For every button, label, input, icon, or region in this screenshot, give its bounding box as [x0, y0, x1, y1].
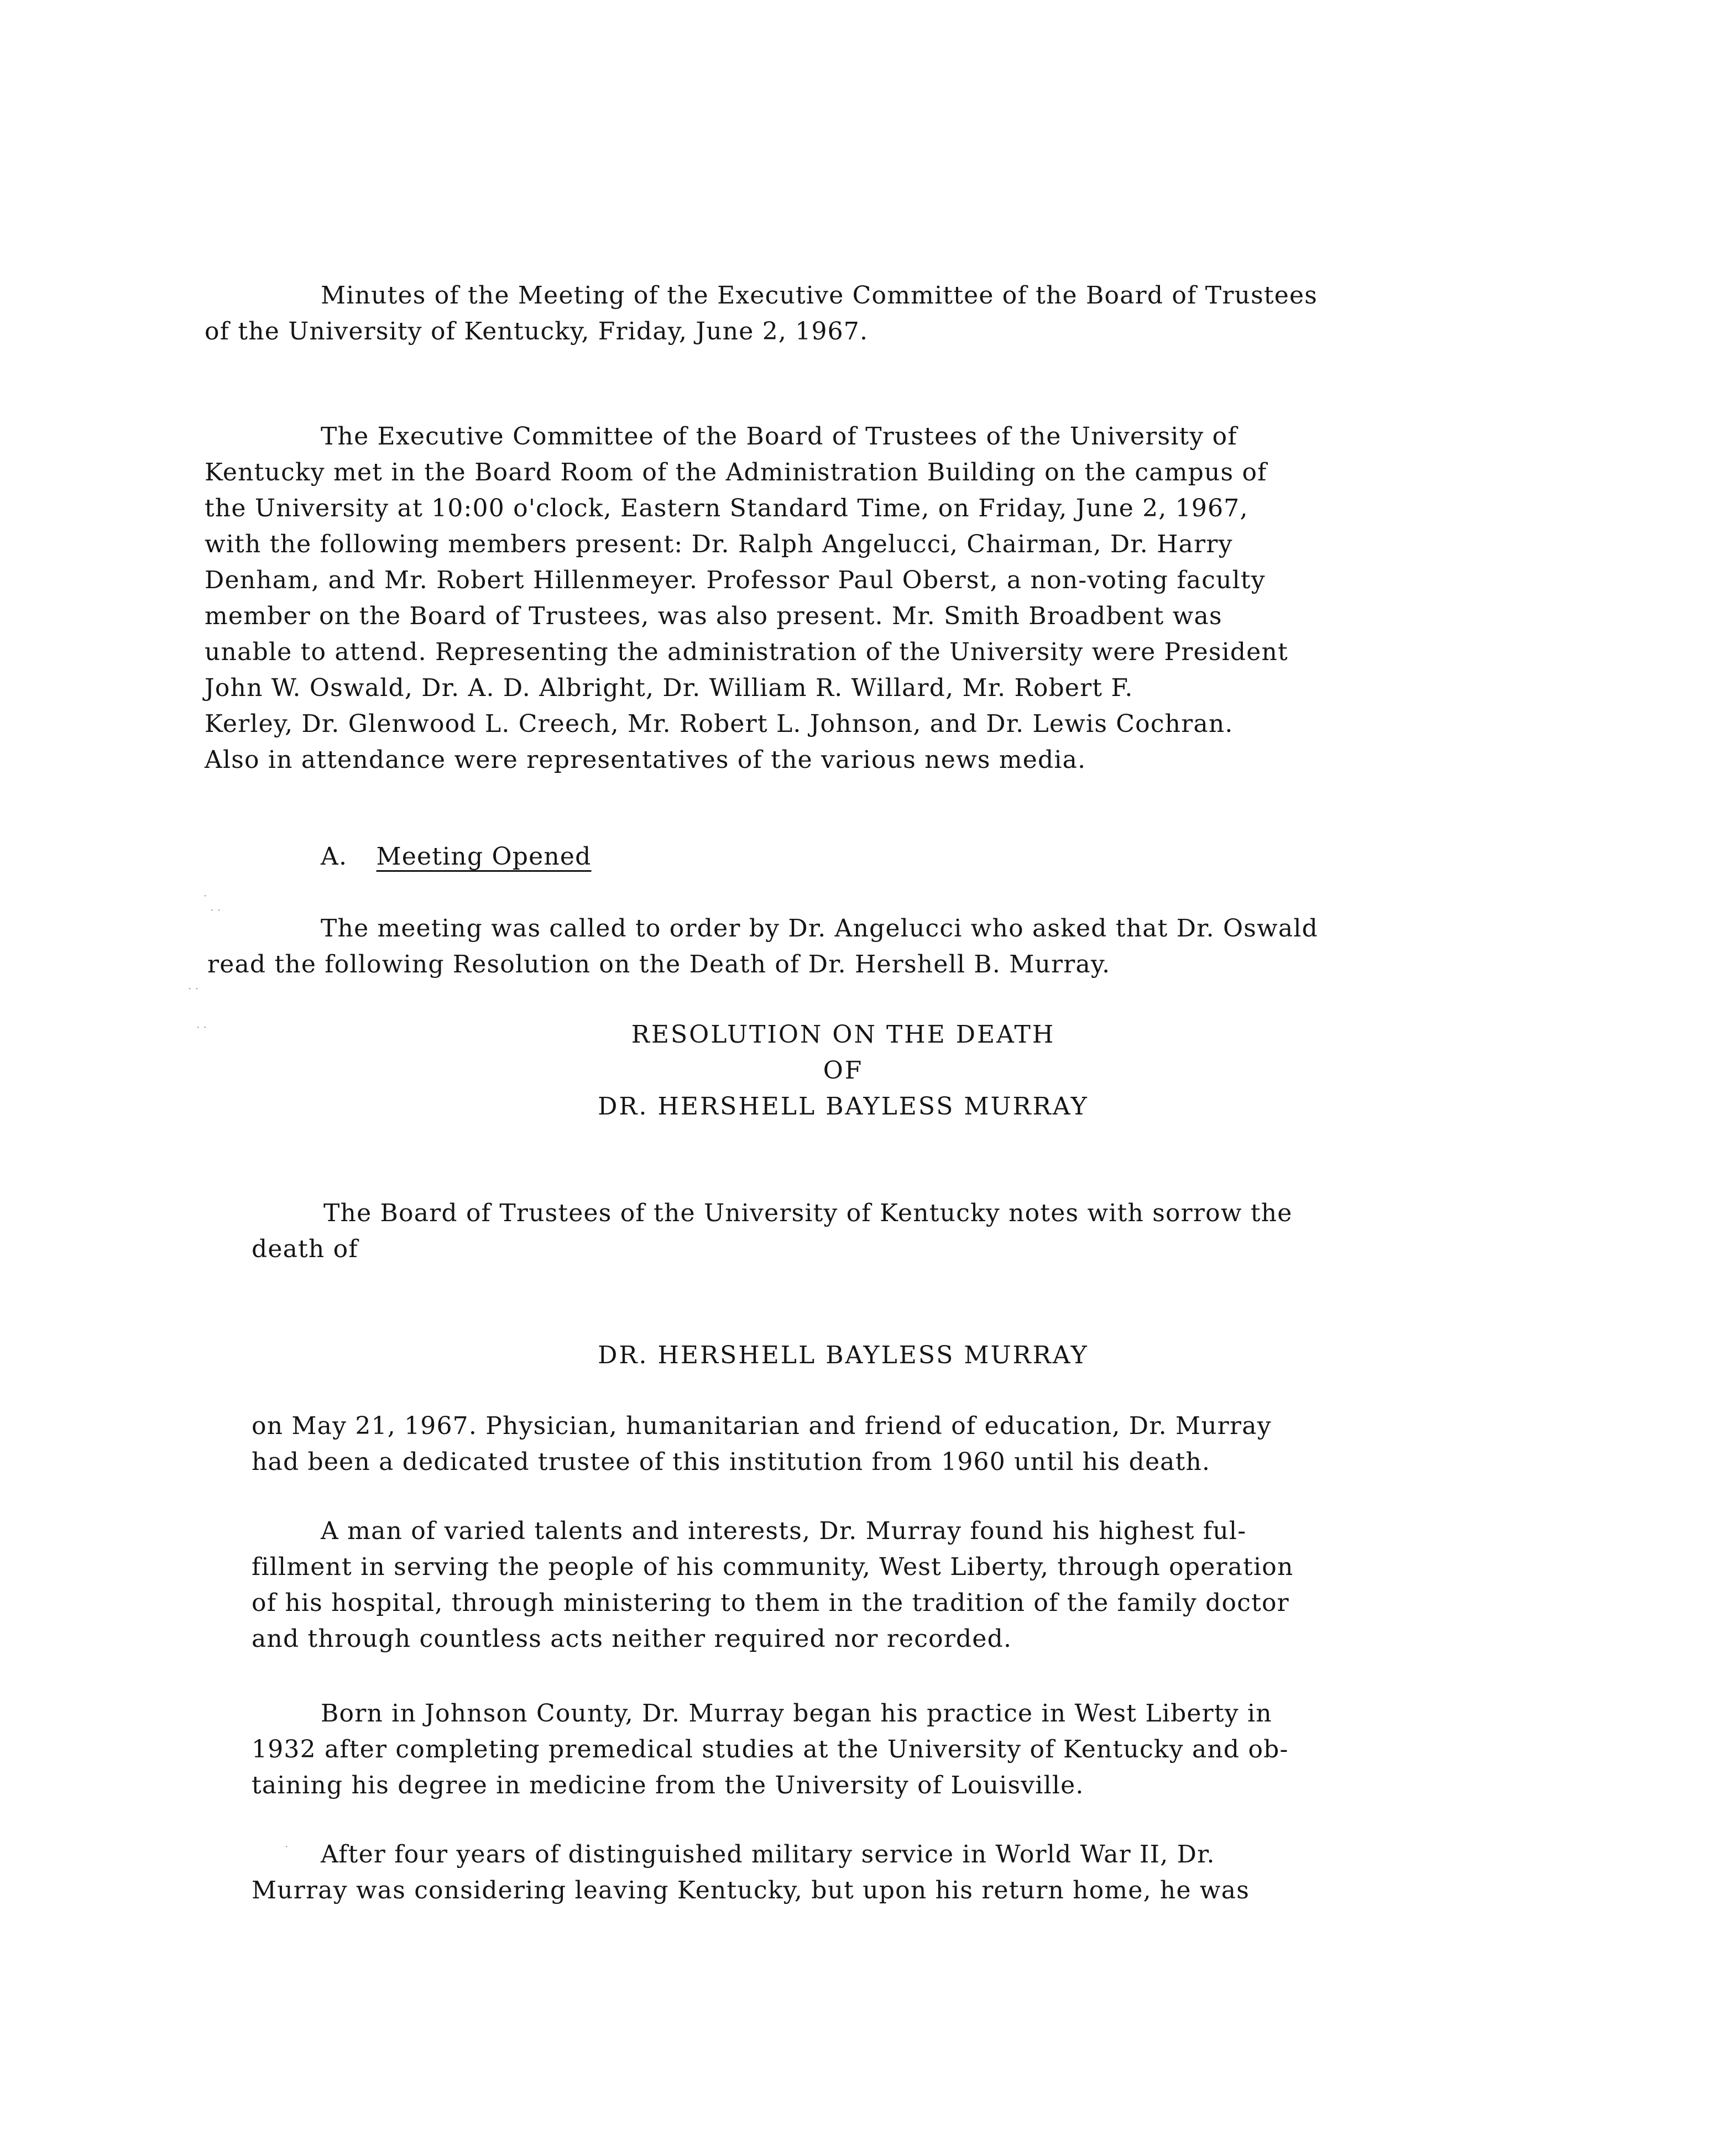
intro-line: with the following members present: Dr. Ralph Angelucci, Chairman, Dr. Harry [205, 530, 1233, 558]
intro-line: Also in attendance were representatives of the various news media. [205, 746, 1086, 774]
deceased-name: DR. HERSHELL BAYLESS MURRAY [598, 1341, 1089, 1369]
resolution-para2-line: A man of varied talents and interests, Dr. Murray found his highest ful- [321, 1517, 1247, 1545]
intro-line: Denham, and Mr. Robert Hillenmeyer. Professor Paul Oberst, a non-voting faculty [205, 566, 1266, 594]
resolution-para3-line: 1932 after completing premedical studies at the University of Kentucky and ob- [252, 1735, 1289, 1763]
scan-speck: · · [188, 982, 199, 995]
intro-line: the University at 10:00 o'clock, Eastern Standard Time, on Friday, June 2, 1967, [205, 494, 1248, 522]
resolution-para4-line: After four years of distinguished military service in World War II, Dr. [321, 1840, 1215, 1869]
intro-line: unable to attend. Representing the administration of the University were President [205, 638, 1288, 666]
section-heading-text: Meeting Opened [376, 842, 592, 871]
resolution-para1-line: had been a dedicated trustee of this institution from 1960 until his death. [252, 1448, 1211, 1476]
resolution-para3-line: taining his degree in medicine from the University of Louisville. [252, 1771, 1084, 1799]
section-letter: A. [321, 842, 348, 871]
resolution-para2-line: and through countless acts neither required nor recorded. [252, 1625, 1012, 1653]
resolution-para4-line: Murray was considering leaving Kentucky, but upon his return home, he was [252, 1876, 1250, 1904]
scan-speck: · [285, 1840, 289, 1853]
resolution-para3-line: Born in Johnson County, Dr. Murray began his practice in West Liberty in [321, 1699, 1272, 1728]
minutes-title-line-1: Minutes of the Meeting of the Executive Committee of the Board of Trustees [321, 281, 1318, 310]
scan-speck: · · [210, 903, 221, 917]
section-a-line: The meeting was called to order by Dr. Angelucci who asked that Dr. Oswald [321, 914, 1318, 943]
resolution-title-line-1: RESOLUTION ON THE DEATH [631, 1021, 1055, 1049]
scan-speck: · · [196, 1021, 207, 1034]
resolution-para2-line: of his hospital, through ministering to them in the tradition of the family doctor [252, 1589, 1289, 1617]
resolution-opening-line: death of [252, 1235, 358, 1263]
intro-line: Kentucky met in the Board Room of the Administration Building on the campus of [205, 458, 1267, 486]
section-a-line: read the following Resolution on the Death of Dr. Hershell B. Murray. [207, 950, 1111, 978]
resolution-opening-line: The Board of Trustees of the University of Kentucky notes with sorrow the [323, 1199, 1293, 1227]
intro-line: Kerley, Dr. Glenwood L. Creech, Mr. Robert L. Johnson, and Dr. Lewis Cochran. [205, 710, 1234, 738]
minutes-title-line-2: of the University of Kentucky, Friday, June 2, 1967. [205, 317, 869, 346]
resolution-para1-line: on May 21, 1967. Physician, humanitarian and friend of education, Dr. Murray [252, 1412, 1272, 1440]
intro-line: John W. Oswald, Dr. A. D. Albright, Dr. William R. Willard, Mr. Robert F. [205, 674, 1133, 702]
section-a-heading [321, 839, 592, 875]
resolution-title-line-2: OF [823, 1056, 864, 1085]
resolution-title-line-3: DR. HERSHELL BAYLESS MURRAY [598, 1092, 1089, 1121]
intro-line: member on the Board of Trustees, was also present. Mr. Smith Broadbent was [205, 602, 1222, 630]
scan-speck: · [203, 889, 207, 902]
intro-line: The Executive Committee of the Board of Trustees of the University of [321, 422, 1237, 451]
resolution-para2-line: fillment in serving the people of his community, West Liberty, through operation [252, 1553, 1294, 1581]
